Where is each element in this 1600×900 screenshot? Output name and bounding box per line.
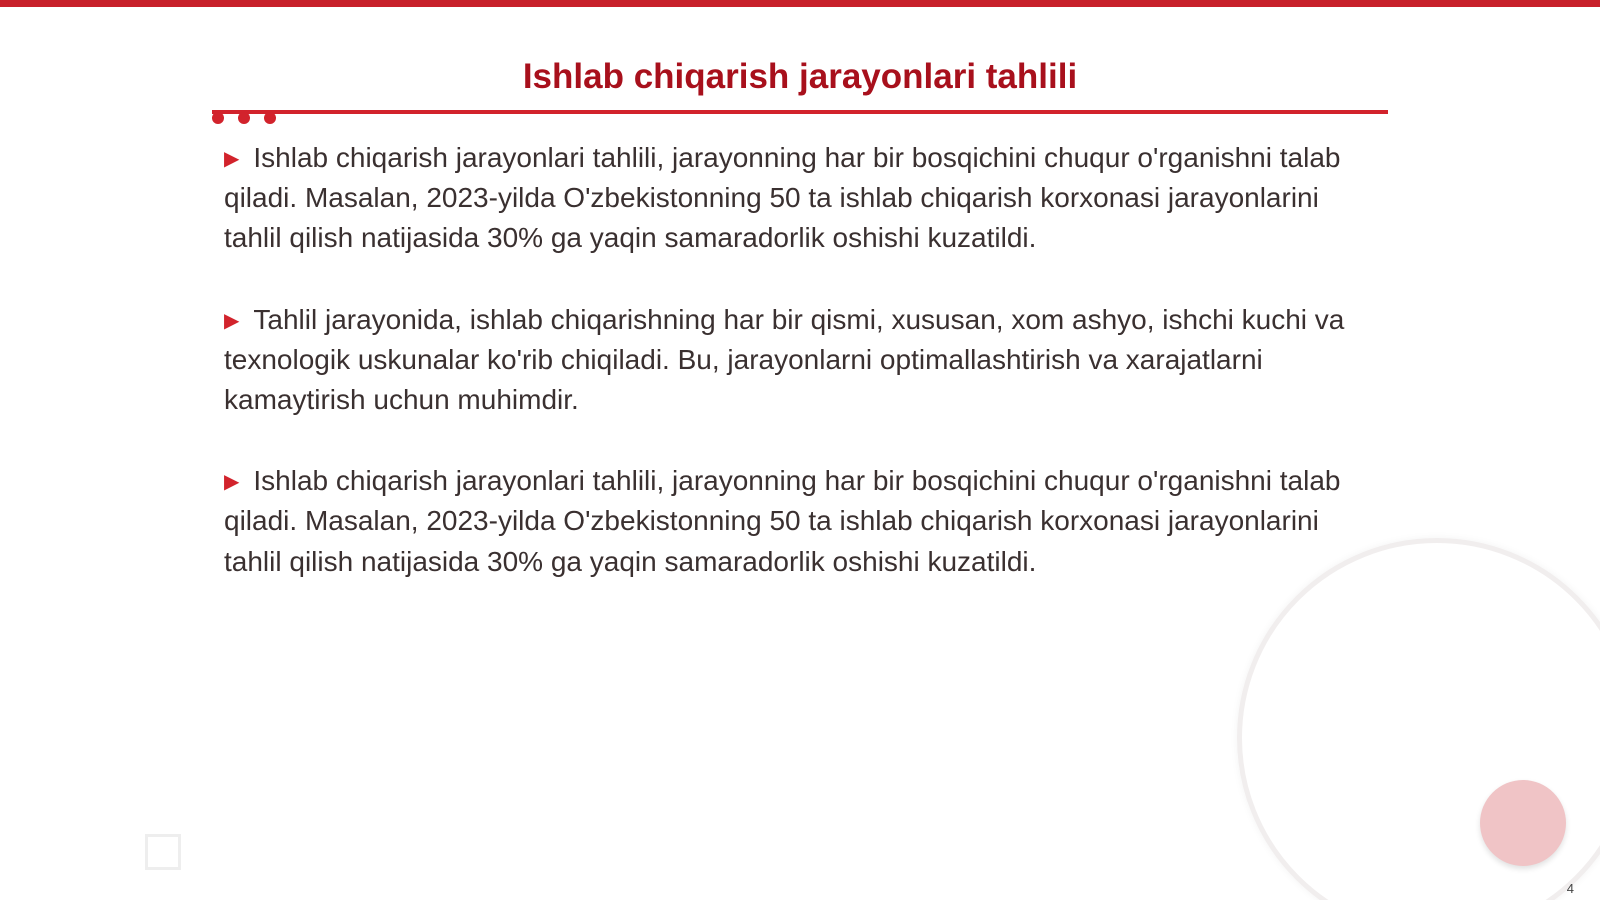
title-underline bbox=[212, 110, 1388, 114]
bullet-text: Ishlab chiqarish jarayonlari tahlili, jarayonning har bir bosqichini chuqur o'rganishni talab qiladi. Masalan, 2023-yilda O'zbekistonning 50 ta ishlab chiqarish korxonasi jarayonlarini tahlil qilish natijasida 30% ga yaqin samaradorlik oshishi kuzatildi. bbox=[224, 142, 1341, 254]
triangle-right-icon: ▶ bbox=[224, 307, 240, 332]
decor-dot bbox=[238, 112, 250, 124]
page-number: 4 bbox=[1566, 881, 1574, 896]
decor-square bbox=[145, 834, 181, 870]
bullet-text: Tahlil jarayonida, ishlab chiqarishning har bir qismi, xususan, xom ashyo, ishchi kuchi va texnologik uskunalar ko'rib chiqiladi. Bu, jarayonlarni optimallashtirish va xarajatlarni kamaytirish uchun muhimdir. bbox=[224, 303, 1345, 416]
bullet-text: Ishlab chiqarish jarayonlari tahlili, jarayonning har bir bosqichini chuqur o'rganishni talab qiladi. Masalan, 2023-yilda O'zbekistonning 50 ta ishlab chiqarish korxonasi jarayonlarini tahlil qilish natijasida 30% ga yaqin samaradorlik oshishi kuzatildi. bbox=[224, 465, 1341, 577]
bullet-list bbox=[224, 138, 1354, 623]
decor-dot bbox=[212, 112, 224, 124]
triangle-right-icon: ▶ bbox=[224, 146, 240, 170]
bullet-item bbox=[224, 138, 1354, 259]
slide-title: Ishlab chiqarish jarayonlari tahlili bbox=[522, 57, 1078, 96]
top-accent-bar bbox=[0, 0, 1600, 7]
decor-dot bbox=[264, 112, 276, 124]
bullet-item bbox=[224, 300, 1354, 421]
decor-pink-circle bbox=[1480, 780, 1566, 866]
triangle-right-icon: ▶ bbox=[224, 469, 240, 494]
bullet-item bbox=[224, 461, 1354, 582]
